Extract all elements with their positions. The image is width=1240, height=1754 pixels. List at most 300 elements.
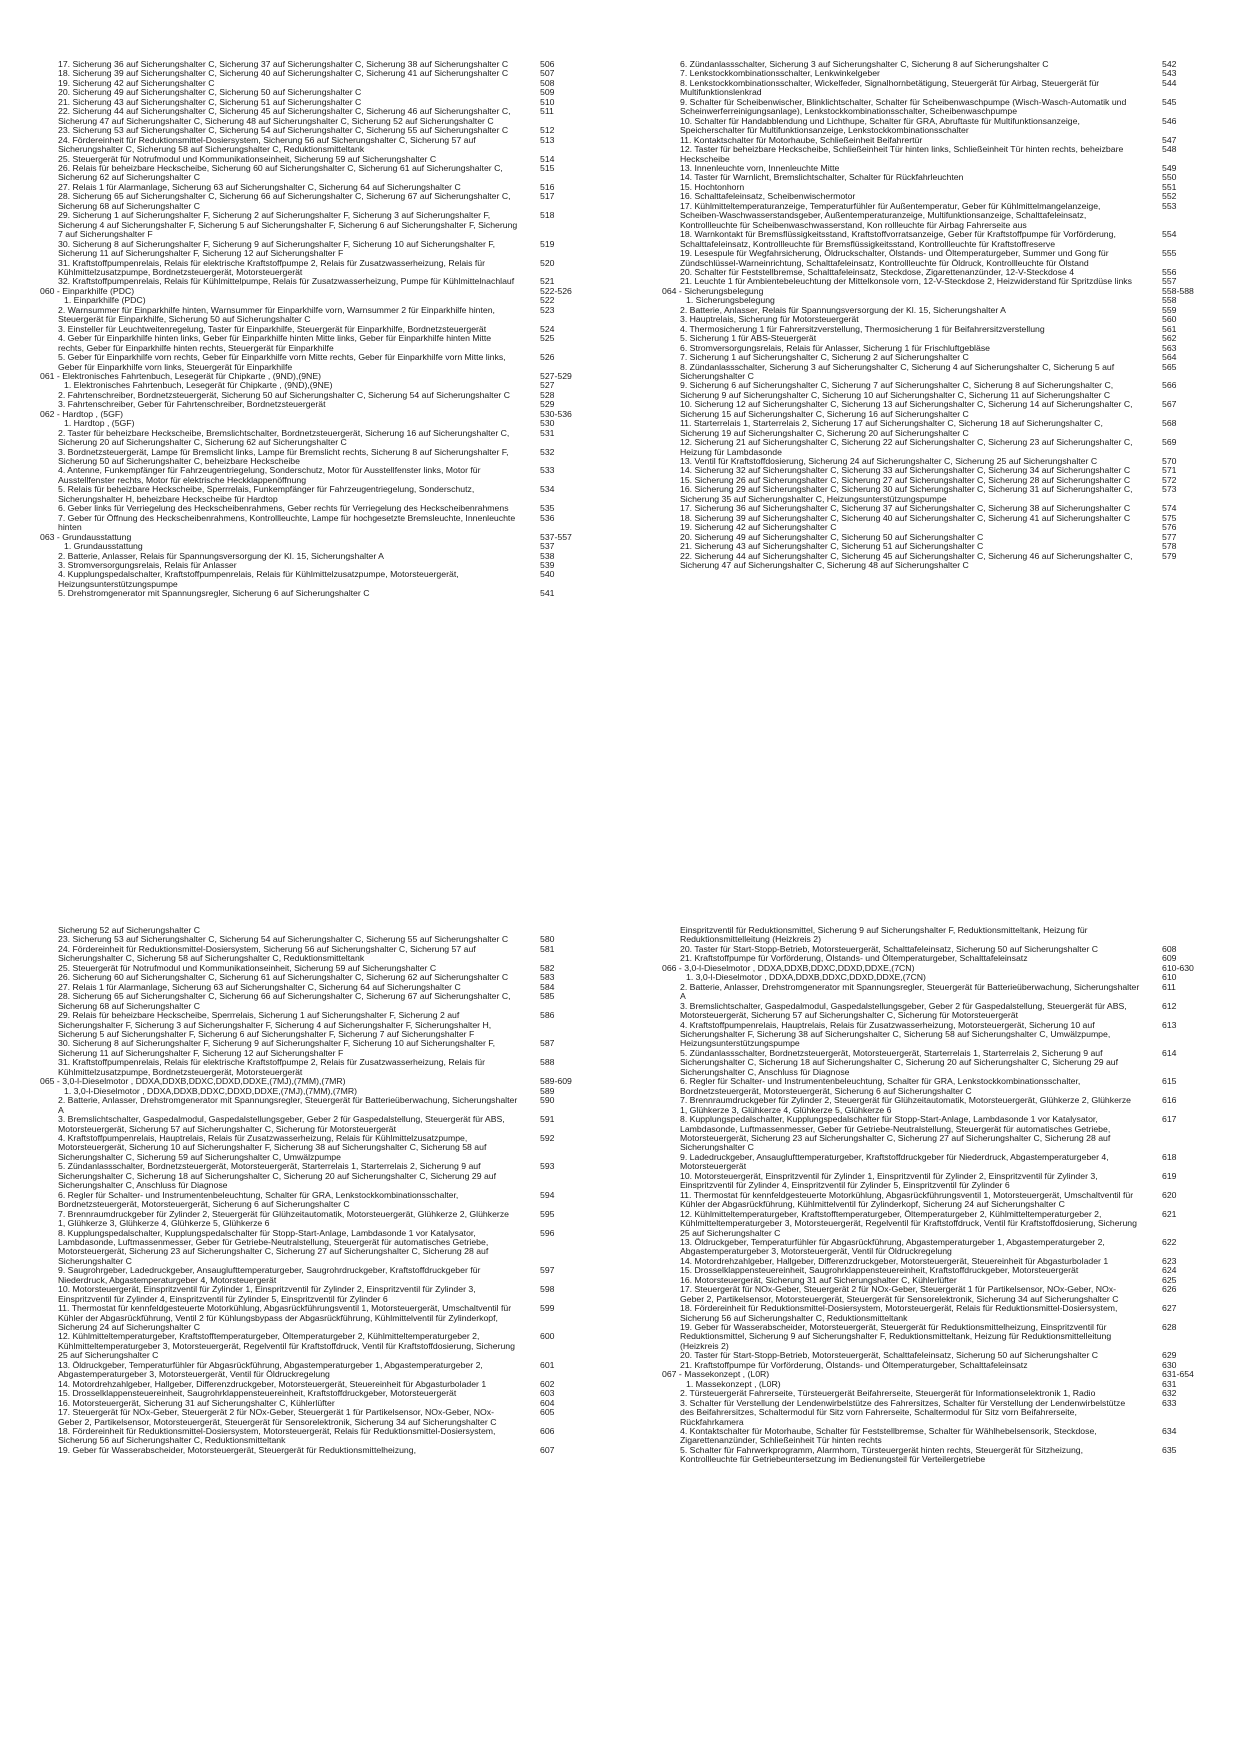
entry-text: 23. Sicherung 53 auf Sicherungshalter C, Sicherung 54 auf Sicherungshalter C, Sicherung 55 auf Sicherungshalter C [58,934,509,945]
page-number: 594 [540,1189,555,1200]
toc-entry [58,570,618,589]
page-number: 509 [540,87,555,98]
entry-text: 1. Einparkhilfe (PDC) [64,295,146,306]
page-number: 607 [540,1444,555,1455]
toc-entry [680,1238,1240,1257]
entry-text: 21. Kraftstoffpumpe für Vorförderung, Ölstands- und Öltemperaturgeber, Schalttafeleinsatz [680,1359,1028,1370]
entry-text: 5. Geber für Einparkhilfe vorn rechts, Geber für Einparkhilfe vorn Mitte rechts, Geber für Einparkhilfe vorn Mitte links, Geber für Einparkhilfe vorn links, Steuergerät für Einparkhilfe [58,352,506,372]
entry-text: 2. Türsteuergerät Fahrerseite, Türsteuergerät Beifahrerseite, Steuergerät für Informationselektronik 1, Radio [680,1388,1096,1399]
entry-text: 21. Leuchte 1 für Ambientebeleuchtung der Mittelkonsole vorn, 12-V-Steckdose 2, Heizwiderstand für Spritzdüse links [680,276,1132,287]
toc-entry [680,202,1240,230]
entry-text: 12. Kühlmitteltemperaturgeber, Kraftstofftemperaturgeber, Öltemperaturgeber 2, Kühlmitteltemperaturgeber 2, Kühlmitteltemperaturgeber 3, Motorsteuergerät, Regelventil für Kraftstoffdruck, Ventil für Kraftstoffdosierung, Sicherung 25 auf Sicherungshalter C [680,1208,1137,1238]
entry-text: 15. Drosselklappensteuereinheit, Saugrohrklappensteuereinheit, Kraftstoffdruckgeber, Motorsteuergerät [680,1265,1079,1276]
page-number: 529 [540,399,555,410]
page-number: 541 [540,588,555,599]
page-number: 585 [540,991,555,1002]
page-number: 524 [540,323,555,334]
toc-entry [680,230,1240,249]
page-number: 576 [1162,522,1177,533]
entry-text: 1. Elektronisches Fahrtenbuch, Lesegerät für Chipkarte , (9ND),(9NE) [64,380,333,391]
page-number: 582 [540,962,555,973]
entry-text: 18. Sicherung 39 auf Sicherungshalter C, Sicherung 40 auf Sicherungshalter C, Sicherung 41 auf Sicherungshalter C [58,68,509,79]
page-number: 516 [540,181,555,192]
entry-text: 7. Lenkstockkombinationsschalter, Lenkwinkelgeber [680,68,880,79]
entry-text: 30. Sicherung 8 auf Sicherungshalter F, Sicherung 9 auf Sicherungshalter F, Sicherung 10 auf Sicherungshalter F, Sicherung 11 auf Sicherungshalter F, Sicherung 12 auf Sicherungshalter F [58,1038,496,1058]
entry-text: 24. Fördereinheit für Reduktionsmittel-Dosiersystem, Sicherung 56 auf Sicherungshalter C, Sicherung 57 auf Sicherungshalter C, Sicherung 58 auf Sicherungshalter C, Reduktionsmitteltank [58,134,476,155]
entry-text: 24. Fördereinheit für Reduktionsmittel-Dosiersystem, Sicherung 56 auf Sicherungshalter C, Sicherung 57 auf Sicherungshalter C, Sicherung 58 auf Sicherungshalter C, Reduktionsmitteltank [58,943,476,964]
toc-entry [680,1153,1240,1172]
page-number: 553 [1162,200,1177,211]
page-number: 602 [540,1378,555,1389]
page-number: 615 [1162,1076,1177,1087]
page-number: 537 [540,541,555,552]
page-number: 542 [1162,59,1177,69]
entry-text: 1. Grundausstattung [64,541,143,552]
page-number: 558 [1162,295,1177,306]
toc-entry [58,429,618,448]
page-number: 521 [540,276,555,287]
entry-text: 22. Sicherung 44 auf Sicherungshalter C, Sicherung 45 auf Sicherungshalter C, Sicherung 46 auf Sicherungshalter C, Sicherung 47 auf Sicherungshalter C, Sicherung 48 auf Sicherungshalter C, Sicherung 52 auf Sicherungshalter C [58,106,511,126]
page-number: 510 [540,96,555,107]
page-number: 526 [540,352,555,363]
toc-entry [58,485,618,504]
page-number: 634 [1162,1426,1177,1437]
page-number: 539 [540,560,555,571]
page-number: 523 [540,304,555,315]
toc-entry [680,98,1240,117]
entry-text: 2. Warnsummer für Einparkhilfe hinten, Warnsummer für Einparkhilfe vorn, Warnsummer 2 für Einparkhilfe hinten, Steuergerät für Einparkhilfe, Sicherung 50 auf Sicherungshalter C [58,304,495,325]
entry-text: 12. Kühlmitteltemperaturgeber, Kraftstofftemperaturgeber, Öltemperaturgeber 2, Kühlmitteltemperaturgeber 2, Kühlmitteltemperaturgeber 3, Motorsteuergerät, Regelventil für Kraftstoffdruck, Ventil für Kraftstoffdosierung, Sicherung 25 auf Sicherungshalter C [58,1331,515,1361]
page-number: 609 [1162,953,1177,964]
toc-entry [58,107,618,126]
entry-text: 15. Hochtonhorn [680,181,745,192]
page-number: 549 [1162,162,1177,173]
page-number: 537-557 [540,531,572,542]
entry-text: 31. Kraftstoffpumpenrelais, Relais für elektrische Kraftstoffpumpe 2, Relais für Zusatzwasserheizung, Relais für Kühlmittelzusatzpumpe, Bordnetzsteuergerät, Motorsteuergerät [58,257,486,277]
entry-text: 13. Öldruckgeber, Temperaturfühler für Abgasrückführung, Abgastemperaturgeber 1, Abgastemperaturgeber 2, Abgastemperaturgeber 3, Motorsteuergerät, Ventil für Öldruckregelung [680,1236,1105,1257]
page-number: 518 [540,210,555,221]
page-number: 589 [540,1085,555,1096]
entry-text: 14. Motordrehzahlgeber, Hallgeber, Differenzdruckgeber, Motorsteuergerät, Steuereinheit für Abgasturbolader 1 [58,1378,487,1389]
page-number: 573 [1162,484,1177,495]
page-number: 559 [1162,304,1177,315]
page-number: 563 [1162,342,1177,353]
toc-entry [680,1096,1240,1115]
page-number: 527 [540,380,555,391]
entry-text: 1. 3,0-l-Dieselmotor , DDXA,DDXB,DDXC,DDXD,DDXE,(7MJ),(7MM),(7MR) [64,1085,357,1096]
toc-entry [58,277,618,286]
page-number: 631 [1162,1378,1177,1389]
page-number: 592 [540,1132,555,1143]
page-number: 590 [540,1095,555,1106]
entry-text: 17. Steuergerät für NOx-Geber, Steuergerät 2 für NOx-Geber, Steuergerät 1 für Partikelsensor, NOx-Geber, NOx-Geber 2, Partikelsensor, Motorsteuergerät, Steuergerät für Sensorelektronik, Sicherung 34 auf Sicherungshalter C [680,1284,1119,1304]
page-number: 623 [1162,1255,1177,1266]
page-number: 627 [1162,1303,1177,1314]
page-number: 571 [1162,465,1177,476]
page-number: 591 [540,1114,555,1125]
entry-text: 6. Geber links für Verriegelung des Heckscheibenrahmens, Geber rechts für Verriegelung des Heckscheibenrahmens [58,503,509,514]
entry-text: 15. Sicherung 26 auf Sicherungshalter C, Sicherung 27 auf Sicherungshalter C, Sicherung 28 auf Sicherungshalter C [680,474,1131,485]
page-number: 557 [1162,276,1177,287]
page-number: 514 [540,153,555,164]
page-number: 522 [540,295,555,306]
entry-text: 6. Stromversorgungsrelais, Relais für Anlasser, Sicherung 1 für Frischluftgebläse [680,342,990,353]
page-number: 533 [540,465,555,476]
page-number: 599 [540,1303,555,1314]
page-number: 595 [540,1208,555,1219]
page-number: 604 [540,1397,555,1408]
page-number: 508 [540,77,555,88]
toc-entry [58,353,618,372]
toc-entry [680,1077,1240,1096]
page-number: 600 [540,1331,555,1342]
entry-text: 062 - Hardtop , (5GF) [40,408,124,419]
entry-text: 6. Regler für Schalter- und Instrumentenbeleuchtung, Schalter für GRA, Lenkstockkombinationsschalter, Bordnetzsteuergerät, Motorsteuergerät, Sicherung 6 auf Sicherungshalter C [680,1076,1081,1096]
entry-text: 14. Sicherung 32 auf Sicherungshalter C, Sicherung 33 auf Sicherungshalter C, Sicherung 34 auf Sicherungshalter C [680,465,1131,476]
page-number: 540 [540,569,555,580]
entry-text: Einspritzventil für Reduktionsmittel, Sicherung 9 auf Sicherungshalter F, Reduktionsmitteltank, Heizung für Reduktionsmittelleitung (Heizkreis 2) [680,925,1088,945]
page-number: 522-526 [540,285,572,296]
entry-text: 3. Stromversorgungsrelais, Relais für Anlasser [58,560,237,571]
entry-text: 1. Massekonzept , (L0R) [686,1378,781,1389]
entry-text: 060 - Einparkhilfe (PDC) [40,285,135,296]
entry-text: 30. Sicherung 8 auf Sicherungshalter F, Sicherung 9 auf Sicherungshalter F, Sicherung 10 auf Sicherungshalter F, Sicherung 11 auf Sicherungshalter F, Sicherung 12 auf Sicherungshalter F [58,238,496,259]
page-number: 564 [1162,352,1177,363]
toc-entry [58,1304,618,1332]
toc-entry [680,1427,1240,1446]
toc-entry [58,259,618,278]
page-number: 538 [540,550,555,561]
entry-text: 17. Steuergerät für NOx-Geber, Steuergerät 2 für NOx-Geber, Steuergerät 1 für Partikelsensor, NOx-Geber, NOx-Geber 2, Partikelsensor, Motorsteuergerät, Steuergerät für Sensorelektronik, Sicherung 34 auf Sicherungshalter C [58,1407,497,1427]
page-number: 632 [1162,1388,1177,1399]
page-number: 528 [540,389,555,400]
entry-text: 10. Motorsteuergerät, Einspritzventil für Zylinder 1, Einspritzventil für Zylinder 2, Einspritzventil für Zylinder 3, Einspritzventil für Zylinder 4, Einspritzventil für Zylinder 5, Einspritzventil für Zylinder 6 [58,1284,476,1304]
entry-text: 9. Ladedruckgeber, Ansauglufttemperaturgeber, Kraftstoffdruckgeber für Niederdruck, Abgastemperaturgeber 4, Motorsteuergerät [680,1151,1109,1172]
entry-text: 3. Bordnetzsteuergerät, Lampe für Bremslicht links, Lampe für Bremslicht rechts, Sicherung 8 auf Sicherungshalter F, Sicherung 50 auf Sicherungshalter C, beheizbare Heckscheibe [58,446,509,467]
page-number: 536 [540,512,555,523]
entry-text: 26. Sicherung 60 auf Sicherungshalter C, Sicherung 61 auf Sicherungshalter C, Sicherung 62 auf Sicherungshalter C [58,972,509,983]
page-number: 568 [1162,418,1177,429]
entry-text: 20. Taster für Start-Stopp-Betrieb, Motorsteuergerät, Schalttafeleinsatz, Sicherung 50 auf Sicherungshalter C [680,943,1099,954]
toc-entry [680,249,1240,268]
entry-text: 067 - Massekonzept , (L0R) [662,1369,770,1380]
entry-text: 21. Sicherung 43 auf Sicherungshalter C, Sicherung 51 auf Sicherungshalter C [58,96,362,107]
page-number: 552 [1162,191,1177,202]
page-number: 606 [540,1426,555,1437]
entry-text: 11. Kontaktschalter für Motorhaube, Schließeinheit Beifahrertür [680,134,923,145]
page-number: 517 [540,191,555,202]
toc-entry [680,552,1240,571]
entry-text: 20. Schalter für Feststellbremse, Schalttafeleinsatz, Steckdose, Zigarettenanzünder, 12-V-Steckdose 4 [680,266,1075,277]
page-number: 572 [1162,474,1177,485]
entry-text: 19. Sicherung 42 auf Sicherungshalter C [680,522,837,533]
entry-text: 065 - 3,0-l-Dieselmotor , DDXA,DDXB,DDXC,DDXD,DDXE,(7MJ),(7MM),(7MR) [40,1076,346,1087]
page-number: 589-609 [540,1076,572,1087]
entry-text: 28. Sicherung 65 auf Sicherungshalter C, Sicherung 66 auf Sicherungshalter C, Sicherung 67 auf Sicherungshalter C, Sicherung 68 auf Sicherungshalter C [58,991,511,1011]
toc-entry [680,1172,1240,1191]
toc-entry [680,1446,1240,1465]
page-number: 556 [1162,266,1177,277]
column-top-right [662,59,1240,830]
toc-entry [58,1134,618,1162]
page-number: 621 [1162,1208,1177,1219]
page-number: 520 [540,257,555,268]
toc-entry [58,514,618,533]
entry-text: 1. 3,0-l-Dieselmotor , DDXA,DDXB,DDXC,DDXD,DDXE,(7CN) [686,972,926,983]
page-number: 544 [1162,77,1177,88]
toc-entry [58,945,618,964]
entry-text: 15. Drosselklappensteuereinheit, Saugrohrklappensteuereinheit, Kraftstoffdruckgeber, Motorsteuergerät [58,1388,457,1399]
entry-text: 061 - Elektronisches Fahrtenbuch, Lesegerät für Chipkarte , (9ND),(9NE) [40,370,322,381]
entry-text: 9. Schalter für Scheibenwischer, Blinklichtschalter, Schalter für Scheibenwaschpumpe (Wisch-Wasch-Automatik und Scheinwerferreinigungsanlage), Lenkstockkombinationsschalter, Scheibenwaschpumpe [680,96,1127,117]
toc-entry [58,211,618,239]
toc-entry [58,334,618,353]
toc-entry [680,1021,1240,1049]
toc-entry [58,448,618,467]
page-number: 547 [1162,134,1177,145]
page-number: 561 [1162,323,1177,334]
page-number: 531 [540,427,555,438]
toc-entry [58,400,618,409]
toc-entry [680,1115,1240,1153]
entry-text: 16. Schalttafeleinsatz, Scheibenwischermotor [680,191,856,202]
page-number: 512 [540,125,555,136]
entry-text: 5. Schalter für Fahrwerkprogramm, Alarmhorn, Türsteuergerät hinten rechts, Steuergerät für Sitzheizung, Kontrollleuchte für Getriebeuntersetzung im Bedienungsteil für Verteilergetriebe [680,1444,1084,1465]
page-number: 579 [1162,550,1177,561]
page-number: 513 [540,134,555,145]
page-number: 558-588 [1162,285,1194,296]
entry-text: 2. Batterie, Anlasser, Drehstromgenerator mit Spannungsregler, Steuergerät für Batterieüberwachung, Sicherungshalter A [58,1095,518,1115]
entry-text: 20. Sicherung 49 auf Sicherungshalter C, Sicherung 50 auf Sicherungshalter C [680,531,984,542]
entry-text: 5. Drehstromgenerator mit Spannungsregler, Sicherung 6 auf Sicherungshalter C [58,588,370,599]
entry-text: 6. Regler für Schalter- und Instrumentenbeleuchtung, Schalter für GRA, Lenkstockkombinationsschalter, Bordnetzsteuergerät, Motorsteuergerät, Sicherung 6 auf Sicherungshalter C [58,1189,459,1210]
entry-text: 17. Sicherung 36 auf Sicherungshalter C, Sicherung 37 auf Sicherungshalter C, Sicherung 38 auf Sicherungshalter C [58,59,509,69]
page-number: 605 [540,1407,555,1418]
page-number: 622 [1162,1236,1177,1247]
entry-text: 1. Sicherungsbelegung [686,295,775,306]
entry-text: 27. Relais 1 für Alarmanlage, Sicherung 63 auf Sicherungshalter C, Sicherung 64 auf Sicherungshalter C [58,181,461,192]
toc-entry [58,1210,618,1229]
toc-entry [58,1191,618,1210]
page-number: 580 [540,934,555,945]
entry-text: 10. Motorsteuergerät, Einspritzventil für Zylinder 1, Einspritzventil für Zylinder 2, Einspritzventil für Zylinder 3, Einspritzventil für Zylinder 4, Einspritzventil für Zylinder 5, Einspritzventil für Zylinder 6 [680,1170,1098,1191]
toc-entry [58,240,618,259]
toc-entry [680,1191,1240,1210]
entry-text: 11. Starterrelais 1, Starterrelais 2, Sicherung 17 auf Sicherungshalter C, Sicherung 18 auf Sicherungshalter C, Sicherung 19 auf Sicherungshalter C, Sicherung 20 auf Sicherungshalter C [680,418,1103,438]
entry-text: 31. Kraftstoffpumpenrelais, Relais für elektrische Kraftstoffpumpe 2, Relais für Zusatzwasserheizung, Relais für Kühlmittelzusatzpumpe, Bordnetzsteuergerät, Motorsteuergerät [58,1057,486,1077]
entry-text: 4. Antenne, Funkempfänger für Fahrzeugentriegelung, Sonderschutz, Motor für Ausstellfenster links, Motor für Ausstellfenster rechts, Motor für elektrische Heckklappenöffnung [58,465,481,485]
toc-entry [680,1049,1240,1077]
toc-entry [58,164,618,183]
entry-text: 23. Sicherung 53 auf Sicherungshalter C, Sicherung 54 auf Sicherungshalter C, Sicherung 55 auf Sicherungshalter C [58,125,509,136]
entry-text: 5. Zündanlassschalter, Bordnetzsteuergerät, Motorsteuergerät, Starterrelais 1, Starterrelais 2, Sicherung 9 auf Sicherungshalter C, Sicherung 18 auf Sicherungshalter C, Sicherung 20 auf Sicherungshalter C, Sicherung 29 auf Sicherungshalter C, Anschluss für Diagnose [58,1161,497,1191]
toc-entry [58,466,618,485]
entry-text: 18. Fördereinheit für Reduktionsmittel-Dosiersystem, Motorsteuergerät, Relais für Reduktionsmittel-Dosiersystem, Sicherung 56 auf Sicherungshalter C, Reduktionsmitteltank [58,1426,496,1446]
toc-entry [680,926,1240,945]
page-number: 625 [1162,1274,1177,1285]
entry-text: 29. Sicherung 1 auf Sicherungshalter F, Sicherung 2 auf Sicherungshalter F, Sicherung 3 auf Sicherungshalter F, Sicherung 4 auf Sicherungshalter F, Sicherung 5 auf Sicherungshalter F, Sicherung 6 auf Sicherungshalter F, Sicherung 7 auf Sicherungshalter F [58,210,518,240]
page-number: 596 [540,1227,555,1238]
toc-entry [680,438,1240,457]
toc-entry [680,400,1240,419]
toc-entry [58,1332,618,1360]
entry-text: 8. Zündanlassschalter, Sicherung 3 auf Sicherungshalter C, Sicherung 4 auf Sicherungshalter C, Sicherung 5 auf Sicherungshalter C [680,361,1115,381]
page-number: 567 [1162,399,1177,410]
toc-entry [680,1304,1240,1323]
toc-entry [58,1427,618,1446]
entry-text: 17. Kühlmitteltemperaturanzeige, Temperaturfühler für Außentemperatur, Geber für Kühlmittelmangelanzeige, Scheiben-Waschwasserstandsgeber, Außentemperaturanzeige, Multifunktionsanzeige, Schalttafeleinsatz, Kontrollleuchte für Scheibenwaschwasserstand, Kon rollleuchte für Airbag Fahrerseite aus [680,200,1101,230]
toc-entry [58,136,618,155]
entry-text: 10. Sicherung 12 auf Sicherungshalter C, Sicherung 13 auf Sicherungshalter C, Sicherung 14 auf Sicherungshalter C, Sicherung 15 auf Sicherungshalter C, Sicherung 16 auf Sicherungshalter C [680,399,1133,419]
entry-text: 26. Relais für beheizbare Heckscheibe, Sicherung 60 auf Sicherungshalter C, Sicherung 61 auf Sicherungshalter C, Sicherung 62 auf Sicherungshalter C [58,162,503,183]
page-number: 525 [540,333,555,344]
entry-text: 3. Einsteller für Leuchtweitenregelung, Taster für Einparkhilfe, Steuergerät für Einparkhilfe, Bordnetzsteuergerät [58,323,487,334]
toc-entry [58,1285,618,1304]
page-number: 566 [1162,380,1177,391]
page-number: 587 [540,1038,555,1049]
page-number: 511 [540,106,554,117]
toc-entry [58,992,618,1011]
page-number: 578 [1162,541,1177,552]
toc-entry [58,1162,618,1190]
page-number: 569 [1162,437,1177,448]
page-number: 619 [1162,1170,1177,1181]
toc-entry [58,192,618,211]
entry-text: 063 - Grundausstattung [40,531,132,542]
page-number: 616 [1162,1095,1177,1106]
entry-text: 1. Hardtop , (5GF) [64,418,135,429]
entry-text: Sicherung 52 auf Sicherungshalter C [58,925,200,935]
entry-text: 25. Steuergerät für Notrufmodul und Kommunikationseinheit, Sicherung 59 auf Sicherungshalter C [58,962,437,973]
entry-text: 13. Öldruckgeber, Temperaturfühler für Abgasrückführung, Abgastemperaturgeber 1, Abgastemperaturgeber 2, Abgastemperaturgeber 3, Motorsteuergerät, Ventil für Öldruckregelung [58,1359,483,1380]
entry-text: 25. Steuergerät für Notrufmodul und Kommunikationseinheit, Sicherung 59 auf Sicherungshalter C [58,153,437,164]
page-number: 551 [1162,181,1177,192]
entry-text: 4. Kupplungspedalschalter, Kraftstoffpumpenrelais, Relais für Kühlmittelzusatzpumpe, Motorsteuergerät, Heizungsunterstützungspumpe [58,569,459,589]
entry-text: 7. Brennraumdruckgeber für Zylinder 2, Steuergerät für Glühzeitautomatik, Motorsteuergerät, Glühkerze 2, Glühkerze 1, Glühkerze 3, Glühkerze 4, Glühkerze 5, Glühkerze 6 [680,1095,1131,1115]
entry-text: 16. Motorsteuergerät, Sicherung 31 auf Sicherungshalter C, Kühlerlüfter [58,1397,335,1408]
entry-text: 9. Sicherung 6 auf Sicherungshalter C, Sicherung 7 auf Sicherungshalter C, Sicherung 8 auf Sicherungshalter C, Sicherung 9 auf Sicherungshalter C, Sicherung 10 auf Sicherungshalter C, Sicherung 11 auf Sicherungshalter C [680,380,1114,400]
page-number: 535 [540,503,555,514]
column-top-left [40,59,618,830]
page-number: 593 [540,1161,555,1172]
section-heading [40,408,618,419]
entry-text: 2. Batterie, Anlasser, Drehstromgenerator mit Spannungsregler, Steuergerät für Batterieüberwachung, Sicherungshalter A [680,981,1140,1002]
page-number: 584 [540,981,555,992]
page-number: 586 [540,1010,555,1021]
entry-text: 7. Sicherung 1 auf Sicherungshalter C, Sicherung 2 auf Sicherungshalter C [680,352,969,363]
entry-text: 13. Ventil für Kraftstoffdosierung, Sicherung 24 auf Sicherungshalter C, Sicherung 25 auf Sicherungshalter C [680,456,1098,467]
page-number: 610-630 [1162,962,1194,973]
entry-text: 20. Sicherung 49 auf Sicherungshalter C, Sicherung 50 auf Sicherungshalter C [58,87,362,98]
entry-text: 3. Hauptrelais, Sicherung für Motorsteuergerät [680,314,859,325]
entry-text: 13. Innenleuchte vorn, Innenleuchte Mitte [680,162,840,173]
page-number: 565 [1162,361,1177,372]
page-number: 630 [1162,1359,1177,1370]
toc-entry [58,1039,618,1058]
entry-text: 19. Geber für Wasserabscheider, Motorsteuergerät, Steuergerät für Reduktionsmittelheizung, [58,1444,416,1455]
page-number: 555 [1162,248,1177,259]
entry-text: 14. Motordrehzahlgeber, Hallgeber, Differenzdruckgeber, Motorsteuergerät, Steuereinheit für Abgasturbolader 1 [680,1255,1109,1266]
entry-text: 21. Kraftstoffpumpe für Vorförderung, Ölstands- und Öltemperaturgeber, Schalttafeleinsatz [680,953,1028,964]
entry-text: 3. Bremslichtschalter, Gaspedalmodul, Gaspedalstellungsgeber, Geber 2 für Gaspedalstellung, Steuergerät für ABS, Motorsteuergerät, Sicherung 57 auf Sicherungshalter C, Sicherung für Motorsteuergerät [58,1114,505,1134]
toc-entry [58,1266,618,1285]
page-number: 534 [540,484,555,495]
entry-text: 12. Sicherung 21 auf Sicherungshalter C, Sicherung 22 auf Sicherungshalter C, Sicherung 23 auf Sicherungshalter C, Heizung für Lambdasonde [680,437,1133,457]
page-number: 515 [540,162,555,173]
toc-entry [58,306,618,325]
page-number: 506 [540,59,555,69]
page-number: 610 [1162,972,1177,983]
toc-entry [58,1011,618,1039]
toc-entry [58,1058,618,1077]
entry-text: 5. Sicherung 1 für ABS-Steuergerät [680,333,817,344]
toc-entry [680,1285,1240,1304]
page-number: 554 [1162,229,1177,240]
entry-text: 3. Schalter für Verstellung der Lendenwirbelstütze des Fahrersitzes, Schalter für Verstellung der Lendenwirbelstütze des Beifahrersitzes, Schaltermodul für Sitz vorn Fahrerseite, Schaltermodul für Sitz vorn Beifahrerseite, Rückfahrkamera [680,1397,1126,1427]
page-number: 550 [1162,172,1177,183]
page-number: 613 [1162,1019,1177,1030]
page-number: 588 [540,1057,555,1068]
page-number: 574 [1162,503,1177,514]
page-number: 611 [1162,981,1176,992]
page-number: 577 [1162,531,1177,542]
toc-entry [680,117,1240,136]
entry-text: 8. Lenkstockkombinationsschalter, Wickelfeder, Signalhornbetätigung, Steuergerät für Airbag, Steuergerät für Multifunktionslenkrad [680,77,1100,98]
entry-text: 7. Brennraumdruckgeber für Zylinder 2, Steuergerät für Glühzeitautomatik, Motorsteuergerät, Glühkerze 2, Glühkerze 1, Glühkerze 3, Glühkerze 4, Glühkerze 5, Glühkerze 6 [58,1208,509,1229]
page-number: 620 [1162,1189,1177,1200]
entry-text: 29. Relais für beheizbare Heckscheibe, Sperrrelais, Sicherung 1 auf Sicherungshalter F, Sicherung 2 auf Sicherungshalter F, Sicherung 3 auf Sicherungshalter F, Sicherung 4 auf Sicherungshalter F, Sicherungshalter H, Sicherung 5 auf Sicherungshalter F, Sicherung 6 auf Sicherungshalter F, Sicherung 7 auf Sicherungshalter F [58,1010,492,1039]
page-number: 597 [540,1265,555,1276]
page-number: 570 [1162,456,1177,467]
page-number: 546 [1162,115,1177,126]
page-number: 608 [1162,943,1177,954]
entry-text: 28. Sicherung 65 auf Sicherungshalter C, Sicherung 66 auf Sicherungshalter C, Sicherung 67 auf Sicherungshalter C, Sicherung 68 auf Sicherungshalter C [58,191,511,211]
entry-text: 11. Thermostat für kennfeldgesteuerte Motorkühlung, Abgasrückführungsventil 1, Motorsteuergerät, Umschaltventil für Kühler der Abgasrückführung, Ventil 2 für Kühlungsbypass der Abgasrückführung, Kühlmittelventil für Zylinderkopf, Sicherung 24 auf Sicherungshalter C [58,1303,512,1333]
entry-text: 8. Kupplungspedalschalter, Kupplungspedalschalter für Stopp-Start-Anlage, Lambdasonde 1 vor Katalysator, Lambdasonde, Luftmassenmesser, Geber für Getriebe-Neutralstellung, Steuergerät für automatisches Getriebe, Motorsteuergerät, Sicherung 23 auf Sicherungshalter C, Sicherung 27 auf Sicherungshalter C, Sicherung 28 auf Sicherungshalter C [680,1114,1111,1153]
entry-text: 21. Sicherung 43 auf Sicherungshalter C, Sicherung 51 auf Sicherungshalter C [680,541,984,552]
toc-entry [680,277,1240,286]
page-number: 519 [540,238,555,249]
page-number: 626 [1162,1284,1177,1295]
page-number: 631-654 [1162,1369,1194,1380]
page-number: 598 [540,1284,555,1295]
entry-text: 064 - Sicherungsbelegung [662,285,764,296]
entry-text: 19. Geber für Wasserabscheider, Motorsteuergerät, Steuergerät für Reduktionsmittelheizung, Einspritzventil für Reduktionsmittel, Sicherung 9 auf Sicherungshalter F, Reduktionsmitteltank, Heizung für Reduktionsmittelleitung (Heizkreis 2) [680,1322,1112,1351]
entry-text: 4. Kraftstoffpumpenrelais, Hauptrelais, Relais für Zusatzwasserheizung, Motorsteuergerät, Sicherung 10 auf Sicherungshalter F, Sicherung 38 auf Sicherungshalter C, Sicherung 58 auf Sicherungshalter C, Umwälzpumpe, Heizungsunterstützungspumpe [680,1019,1111,1049]
page-number: 581 [540,943,555,954]
entry-text: 7. Geber für Öffnung des Heckscheibenrahmens, Kontrollleuchte, Lampe für hochgesetzte Bremsleuchte, Innenleuchte hinten [58,512,516,533]
page-number: 612 [1162,1000,1177,1011]
toc-entry [680,173,1240,182]
entry-text: 4. Geber für Einparkhilfe hinten links, Geber für Einparkhilfe hinten Mitte links, Geber für Einparkhilfe hinten Mitte rechts, Geber für Einparkhilfe hinten rechts, Steuergerät für Einparkhilfe [58,333,492,353]
entry-text: 12. Taster für beheizbare Heckscheibe, Schließeinheit Tür hinten links, Schließeinheit Tür hinten rechts, beheizbare Heckscheibe [680,144,1124,164]
entry-text: 3. Fahrtenschreiber, Geber für Fahrtenschreiber, Bordnetzsteuergerät [58,399,326,410]
entry-text: 16. Sicherung 29 auf Sicherungshalter C, Sicherung 30 auf Sicherungshalter C, Sicherung 31 auf Sicherungshalter C, Sicherung 35 auf Sicherungshalter C, Heizungsunterstützungspumpe [680,484,1133,504]
entry-text: 2. Fahrtenschreiber, Bordnetzsteuergerät, Sicherung 50 auf Sicherungshalter C, Sicherung 54 auf Sicherungshalter C [58,389,511,400]
toc-entry [680,1210,1240,1238]
toc-entry [680,485,1240,504]
entry-text: 32. Kraftstoffpumpenrelais, Relais für Kühlmittelpumpe, Relais für Zusatzwasserheizung, Pumpe für Kühlmittelnachlauf [58,276,515,287]
toc-entry [680,1323,1240,1351]
entry-text: 16. Motorsteuergerät, Sicherung 31 auf Sicherungshalter C, Kühlerlüfter [680,1274,957,1285]
entry-text: 4. Thermosicherung 1 für Fahrersitzverstellung, Thermosicherung 1 für Beifahrersitzverstellung [680,323,1045,334]
page-number: 583 [540,972,555,983]
toc-entry [58,1361,618,1380]
page-number: 628 [1162,1322,1177,1333]
entry-text: 19. Lesespule für Wegfahrsicherung, Öldruckschalter, Ölstands- und Öltemperaturgeber, Summer und Gong für Zündschlüssel-Warneinrichtung, Schalttafeleinsatz, Kontrollleuchte für Öldruck, Kontrollleuchte für Ölstand [680,248,1109,268]
page-number: 601 [540,1359,555,1370]
entry-text: 18. Fördereinheit für Reduktionsmittel-Dosiersystem, Motorsteuergerät, Relais für Reduktionsmittel-Dosiersystem, Sicherung 56 auf Sicherungshalter C, Reduktionsmitteltank [680,1303,1118,1323]
